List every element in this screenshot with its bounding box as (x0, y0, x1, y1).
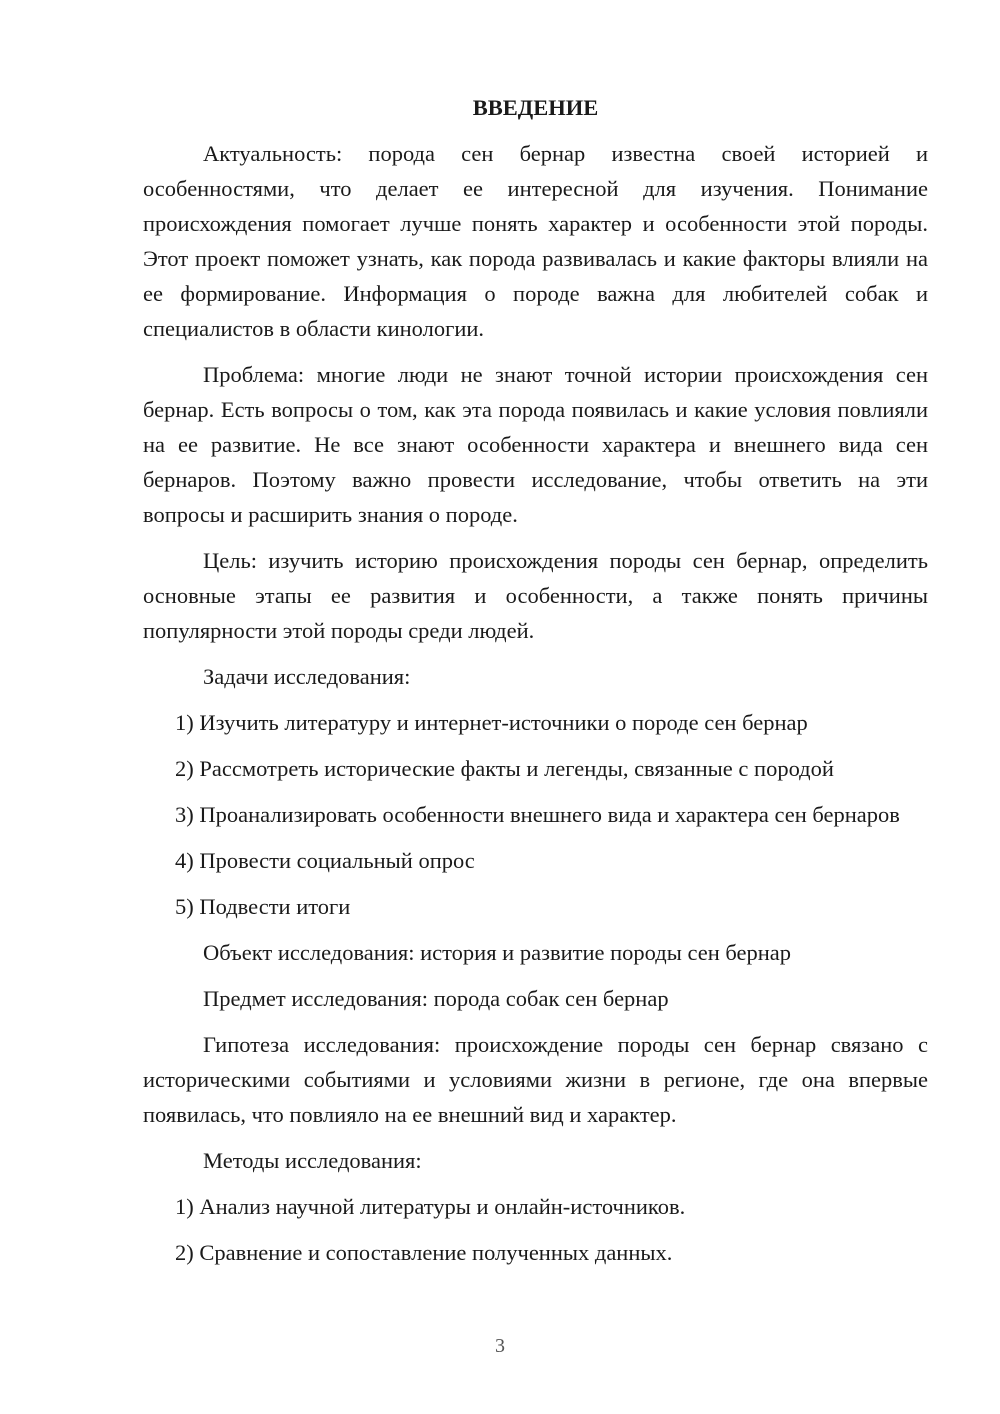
document-page (143, 92, 928, 1281)
object-line: Объект исследования: история и развитие породы сен бернар (203, 940, 792, 965)
section-title: ВВЕДЕНИЕ (472, 95, 599, 120)
tasks-heading: Задачи исследования: (203, 664, 411, 689)
hypothesis-paragraph: Гипотеза исследования: происхождение породы сен бернар связано с историческими событиями и условиями жизни в регионе, где она впервые появилась, что повлияло на ее внешний вид и характер. (143, 1032, 928, 1127)
task-item: 2) Рассмотреть исторические факты и легенды, связанные с породой (175, 756, 834, 781)
subject-line: Предмет исследования: порода собак сен бернар (203, 986, 669, 1011)
methods-heading: Методы исследования: (203, 1148, 422, 1173)
goal-paragraph: Цель: изучить историю происхождения породы сен бернар, определить основные этапы ее развития и особенности, а также понять причины популярности этой породы среди людей. (143, 548, 928, 643)
relevance-paragraph: Актуальность: порода сен бернар известна своей историей и особенностями, что делает ее интересной для изучения. Понимание происхождения помогает лучше понять характер и особенности этой породы. Этот проект поможет узнать, как порода развивалась и какие факторы влияли на ее формирование. Информация о породе важна для любителей собак и специалистов в области кинологии. (143, 141, 928, 341)
method-item: 2) Сравнение и сопоставление полученных данных. (175, 1240, 673, 1265)
task-item: 5) Подвести итоги (175, 894, 351, 919)
method-item: 1) Анализ научной литературы и онлайн-источников. (175, 1194, 686, 1219)
task-item: 4) Провести социальный опрос (175, 848, 475, 873)
task-item: 1) Изучить литературу и интернет-источники о породе сен бернар (175, 710, 808, 735)
page-number: 3 (495, 1335, 505, 1357)
problem-paragraph: Проблема: многие люди не знают точной истории происхождения сен бернар. Есть вопросы о том, как эта порода появилась и какие условия повлияли на ее развитие. Не все знают особенности характера и внешнего вида сен бернаров. Поэтому важно провести исследование, чтобы ответить на эти вопросы и расширить знания о породе. (143, 362, 928, 527)
task-item: 3) Проанализировать особенности внешнего вида и характера сен бернаров (175, 802, 900, 827)
